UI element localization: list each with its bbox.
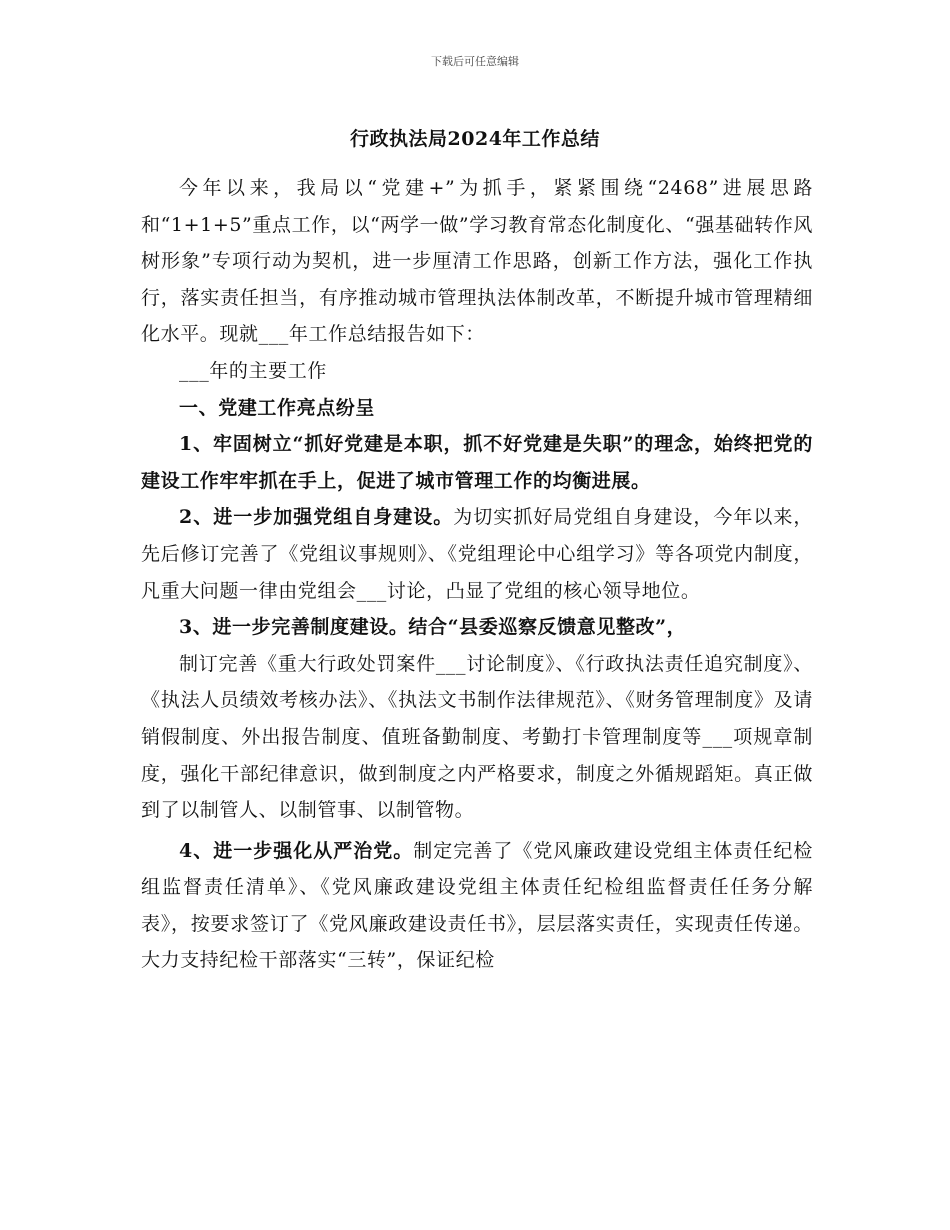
item-3-body: 制订完善《重大行政处罚案件___讨论制度》、《行政执法责任追究制度》、《执法人员绩效考核办法》、《执法文书制作法律规范》、《财务管理制度》及请销假制度、外出报告制度、值班备勤制度、考勤打卡管理制度等___项规章制度，强化干部纪律意识，做到制度之内严格要求，制度之外循规蹈矩。真正做到了以制管人、以制管事、以制管物。 [141, 652, 813, 822]
item-2-body: 为切实抓好局党组自身建设，今年以来，先后修订完善了《党组议事规则》、《党组理论中心组学习》等各项党内制度，凡重大问题一律由党组会___讨论，凸显了党组的核心领导地位。 [141, 506, 813, 602]
item-2-heading: 2、进一步加强党组自身建设。 [179, 506, 454, 529]
item-1-paragraph: 1、牢固树立“抓好党建是本职，抓不好党建是失职”的理念，始终把党的建设工作牢牢抓在手上，促进了城市管理工作的均衡进展。 [141, 433, 813, 492]
item-2-paragraph [141, 499, 813, 609]
section-heading-1: 一、党建工作亮点纷呈 [179, 396, 376, 419]
page-header-note: 下载后可任意编辑 [431, 55, 519, 68]
item-4-body: 制定完善了《党风廉政建设党组主体责任纪检组监督责任清单》、《党风廉政建设党组主体责任纪检组监督责任任务分解表》，按要求签订了《党风廉政建设责任书》，层层落实责任，实现责任传递。大力支持纪检干部落实“三转”，保证纪检 [141, 839, 813, 972]
document-title: 行政执法局2024年工作总结 [350, 128, 600, 150]
item-4-paragraph [141, 833, 813, 979]
intro-paragraph: 今年以来，我局以“党建+”为抓手，紧紧围绕“2468”进展思路和“1+1+5”重点工作，以“两学一做”学习教育常态化制度化、“强基础转作风树形象”专项行动为契机，进一步厘清工作思路，创新工作方法，强化工作执行，落实责任担当，有序推动城市管理执法体制改革，不断提升城市管理精细化水平。现就___年工作总结报告如下： [141, 177, 813, 346]
item-3-heading: 3、进一步完善制度建设。结合“县委巡察反馈意见整改”， [179, 616, 687, 639]
main-work-heading: ___年的主要工作 [179, 359, 327, 382]
document-body [141, 170, 813, 979]
item-4-heading: 4、进一步强化从严治党。 [179, 839, 414, 862]
